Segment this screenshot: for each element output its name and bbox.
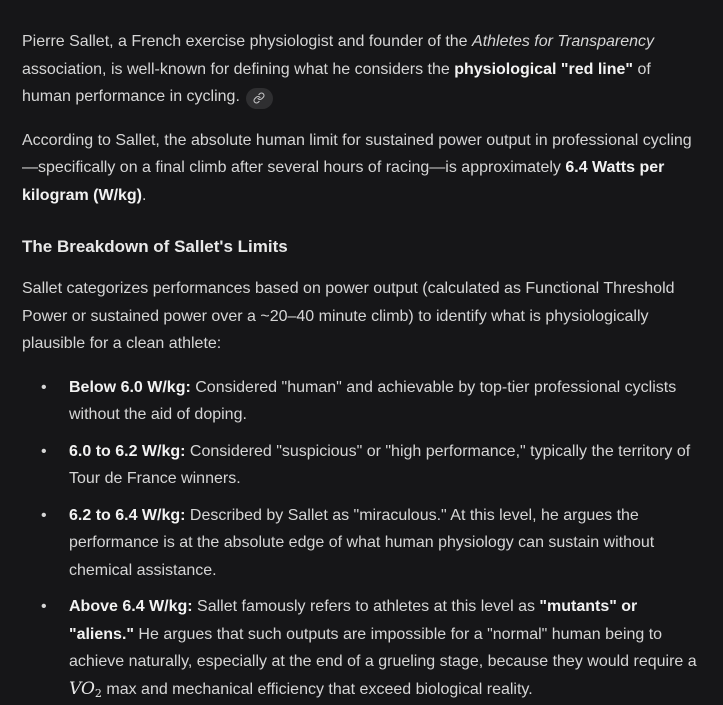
section-heading: The Breakdown of Sallet's Limits: [22, 237, 288, 256]
bullet-icon: •: [41, 598, 47, 615]
mutants-aliens-bold: "mutants" or "aliens.": [69, 598, 638, 643]
range-description: Considered "human" and achievable by top-tier professional cyclists without the aid of doping.: [69, 378, 677, 423]
list-item-below-6-0: [22, 374, 699, 429]
vo2-subscript: 2: [94, 686, 102, 700]
list-item-above-6-4: [22, 593, 699, 703]
bullet-icon: •: [41, 506, 47, 524]
paragraph-categorization: Sallet categorizes performances based on power output (calculated as Functional Threshold Power or sustained power over a ~20–40 minute climb) to identify what is physiologically plausible for a clean athlete:: [22, 280, 675, 352]
intro-text: of human performance in cycling.: [22, 60, 651, 105]
range-label: 6.2 to 6.4 W/kg:: [69, 506, 186, 524]
range-label: Above 6.4 W/kg:: [69, 598, 193, 615]
paragraph-intro: [22, 28, 699, 111]
range-label: Below 6.0 W/kg:: [69, 378, 191, 396]
list-item-6-2-to-6-4: [22, 502, 699, 585]
link-icon: [253, 92, 265, 104]
org-name-italic: Athletes for Transparency: [472, 33, 655, 50]
vo2-math-formula: [69, 679, 102, 699]
range-description: Sallet famously refers to athletes at this level as: [192, 598, 540, 615]
limit-text: According to Sallet, the absolute human limit for sustained power output in professional cycling—specifically on a final climb after several hours of racing—is approximately: [22, 131, 692, 176]
limit-text-period: .: [142, 186, 147, 204]
vo2-o: O: [80, 678, 95, 699]
range-description: Considered "suspicious" or "high performance," typically the territory of Tour de France winners.: [69, 442, 691, 487]
range-label: 6.0 to 6.2 W/kg:: [69, 442, 186, 460]
range-description: He argues that such outputs are impossible for a "normal" human being to achieve naturally, especially at the end of a grueling stage, because they would require a: [69, 625, 697, 670]
range-description: max and mechanical efficiency that exceed biological reality.: [101, 680, 533, 698]
watts-per-kg-bold: 6.4 Watts per kilogram (W/kg): [22, 159, 665, 204]
source-link-chip[interactable]: [246, 88, 273, 109]
red-line-bold: physiological "red line": [454, 60, 633, 78]
list-item-6-0-to-6-2: [22, 438, 699, 493]
limits-list: [22, 374, 699, 704]
intro-text: Pierre Sallet, a French exercise physiologist and founder of the: [22, 33, 473, 50]
intro-text: association, is well-known for defining what he considers the: [22, 60, 455, 78]
bullet-icon: •: [41, 442, 47, 460]
paragraph-limit: [22, 127, 699, 210]
vo2-v: V: [69, 678, 81, 699]
range-description: Described by Sallet as "miraculous." At this level, he argues the performance is at the absolute edge of what human physiology can sustain without chemical assistance.: [69, 506, 655, 579]
bullet-icon: •: [41, 378, 47, 396]
